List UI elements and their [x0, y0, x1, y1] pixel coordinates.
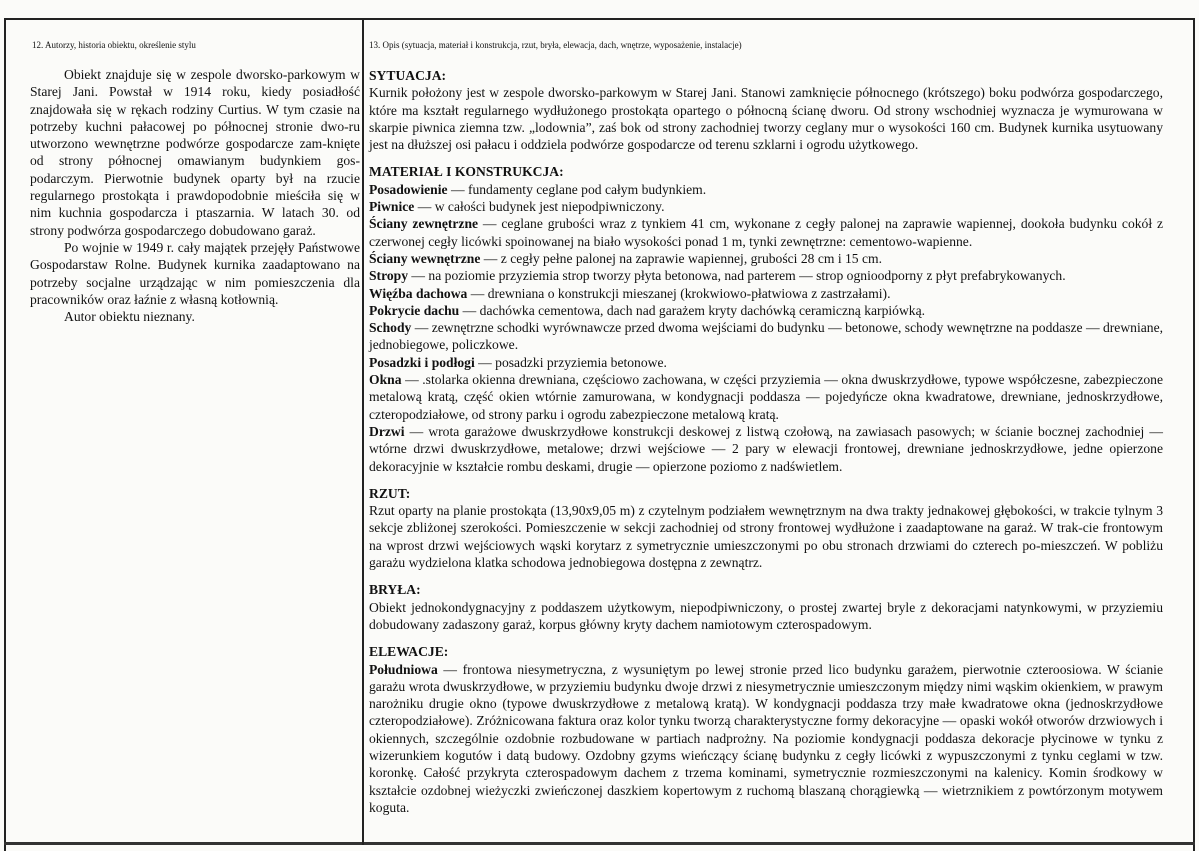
- section-title-bryla: BRYŁA:: [369, 582, 421, 598]
- material-text: — ceglane grubości wraz z tynkiem 41 cm, wykonane z cegły palonej na zaprawie wapiennej, dookoła budynku cokół z czerwonej cegły licówki spoinowanej na biało wysokości ponad 1 m, tynki zewnętrzne: cementowo-wapienne.: [369, 216, 1163, 249]
- history-paragraph: Obiekt znajduje się w zespole dworsko-parkowym w Starej Jani. Powstał w 1914 roku, kiedy posiadłość znajdowała się w rękach rodziny Curtius. W tym czasie na potrzeby kuchni pałacowej po północnej stronie dwo-ru utworzono wewnętrzne podwórze gospodarcze zam-knięte od strony północnej omawianym budynkiem gos-podarczym. Pierwotnie budynek oparty był na rzucie regularnego prostokąta i prawdopodobnie mieściła się w nim kuchnia gospodarcza i ptaszarnia. W latach 30. od strony podwórza gospodarczego dobudowano garaż.: [30, 67, 360, 238]
- material-text: — fundamenty ceglane pod całym budynkiem.: [447, 181, 707, 197]
- material-text: — z cegły pełne palonej na zaprawie wapiennej, grubości 28 cm i 15 cm.: [480, 250, 883, 266]
- material-term: Drzwi: [369, 423, 405, 439]
- material-item: [369, 250, 1163, 267]
- bryla-text: Obiekt jednokondygnacyjny z poddaszem użytkowym, niepodpiwniczony, o prostej zwartej bryle z dekoracjami natynkowymi, w przyziemiu dobudowany zadaszony garaż, korpus główny kryty dachem namiotowym czterospadowym.: [369, 599, 1163, 632]
- material-term: Schody: [369, 320, 412, 336]
- material-text: — na poziomie przyziemia strop tworzy płyta betonowa, nad parterem — strop ognioodporny z płyt prefabrykowanych.: [408, 268, 1066, 284]
- material-item: [369, 354, 1163, 371]
- material-item: [369, 181, 1163, 198]
- elewacje-item: [369, 661, 1163, 817]
- frame-left-rule: [4, 18, 6, 851]
- section-title-rzut: RZUT:: [369, 485, 411, 501]
- material-term: Ściany wewnętrzne: [369, 250, 481, 266]
- elewacje-term: Południowa: [369, 661, 438, 677]
- right-column-header: 13. Opis (sytuacja, materiał i konstrukcja, rzut, bryła, elewacja, dach, wnętrze, wyposażenie, instalacje): [369, 40, 742, 50]
- material-text: — drewniana o konstrukcji mieszanej (krokwiowo-płatwiowa z zastrzałami).: [467, 285, 891, 301]
- frame-bottom-rule: [4, 842, 1195, 845]
- material-item: [369, 215, 1163, 250]
- material-item: [369, 267, 1163, 284]
- frame-right-rule: [1193, 18, 1195, 851]
- material-item: [369, 319, 1163, 354]
- sytuacja-text: Kurnik położony jest w zespole dworsko-parkowym w Starej Jani. Stanowi zamknięcie północnego (krótszego) boku podwórza gospodarczego, które ma kształt regularnego wydłużonego prostokąta opartego o północną ścianę dworu. Od strony wschodniej wyznacza je wymurowana w skarpie piwnica ziemna tzw. „lodownia”, zaś bok od strony zachodniej tworzy ceglany mur o wysokości 160 cm. Budynek kurnika usytuowany jest na dłuższej osi pałacu i oddziela podwórze gospodarcze od terenu szklarni i ogrodu użytkowego.: [369, 85, 1163, 153]
- material-term: Okna: [369, 372, 402, 388]
- material-text: — wrota garażowe dwuskrzydłowe konstrukcji deskowej z listwą czołową, na zawiasach pasowych; w ścianie bocznej zachodniej — wtórne drzwi dwuskrzydłowe, metalowe; drzwi wejściowe — 2 pary w elewacji frontowej, drewniane jednoskrzydłowe, jedne opierzone dekoracyjnie w kształcie rombu deskami, drugie — opierzone poziomo z nadświetlem.: [369, 423, 1163, 474]
- section-title-sytuacja: SYTUACJA:: [369, 68, 447, 83]
- left-column-header: 12. Autorzy, historia obiektu, określenie stylu: [32, 40, 196, 50]
- material-text: — w całości budynek jest niepodpiwniczony.: [414, 199, 665, 215]
- material-term: Ściany zewnętrzne: [369, 216, 479, 232]
- material-item: [369, 423, 1163, 475]
- section-title-elewacje: ELEWACJE:: [369, 644, 449, 660]
- material-text: — zewnętrzne schodki wyrównawcze przed dwoma wejściami do budynku — betonowe, schody wewnętrzne na poddasze — drewniane, jednobiegowe, policzkowe.: [369, 320, 1163, 353]
- elewacje-text: — frontowa niesymetryczna, z wysuniętym po lewej stronie przed lico budynku garażem, pierwotnie czteroosiowa. W ścianie garażu wrota dwuskrzydłowe, w przyziemiu budynku dwoje drzwi z niesymetrycznie umieszczonym między nimi wąskim okienkiem, w prawym narożniku drugie okno (typowe dwuskrzydłowe z metalową kratą). W kondygnacji poddasza trzy małe kwadratowe okna (jednoskrzydłowe czteropodziałowe). Zróżnicowana faktura oraz kolor tynku tworzą charakterystyczne formy dekoracyjne — opaski wokół otworów drzwiowych i okiennych, szczególnie ozdobnie rozbudowane w partiach nadprożny. Na poziomie kondygnacji poddasza dekoracje płycinowe w tynku z wizerunkiem kogutów i datą budowy. Ozdobny gzyms wieńczący ścianę budynku z cegły licówki z wypuszczonymi z tynku ceglami w tzw. koronkę. Całość przykryta czterospadowym dachem z trzema kominami, symetrycznie rozmieszczonymi na kalenicy. Komin środkowy w kształcie ozdobnej wieżyczki zwieńczonej daszkiem kopertowym z ruchomą blaszaną chorągiewką — wietrznikiem z powtórzonym motywem koguta.: [369, 661, 1163, 815]
- material-text: — posadzki przyziemia betonowe.: [474, 354, 667, 370]
- material-term: Posadzki i podłogi: [369, 354, 475, 370]
- material-term: Posadowienie: [369, 181, 448, 197]
- material-text: — .stolarka okienna drewniana, częściowo zachowana, w części przyziemia — okna dwuskrzydłowe, typowe współczesne, zabezpieczone metalową kratą, część okien wtórnie zamurowana, w kondygnacji poddasza — pojedyńcze okna kwadratowe, drewniane, jednoskrzydłowe, czteropodziałowe, od strony parku i ogrodu zabezpieczone metalową kratą.: [369, 372, 1163, 422]
- material-term: Piwnice: [369, 199, 415, 215]
- material-term: Stropy: [369, 268, 409, 284]
- material-item: [369, 302, 1163, 319]
- material-term: Więźba dachowa: [369, 285, 468, 301]
- material-item: [369, 285, 1163, 302]
- description-column: [369, 67, 1163, 816]
- history-column: [30, 66, 360, 325]
- material-item: [369, 371, 1163, 423]
- rzut-text: Rzut oparty na planie prostokąta (13,90x9,05 m) z czytelnym podziałem wewnętrznym na dwa trakty jednakowej głębokości, w trakcie tylnym 3 sekcje zbliżonej szerokości. Pomieszczenie w sekcji zachodniej od strony frontowej wydłużone i zaadaptowane na garaż. W trak-cie frontowym na wprost drzwi wejściowych wąski korytarz z symetrycznie umieszczonymi po obu stronach drzwiami do czterech po-mieszczeń. W pobliżu garażu wydzielona klatka schodowa jednobiegowa dostępna z zewnątrz.: [369, 503, 1163, 571]
- history-paragraph: Autor obiektu nieznany.: [64, 309, 195, 325]
- material-item: [369, 198, 1163, 215]
- section-title-material: MATERIAŁ I KONSTRUKCJA:: [369, 164, 564, 180]
- material-term: Pokrycie dachu: [369, 302, 460, 318]
- history-paragraph: Po wojnie w 1949 r. cały majątek przejęły Państwowe Gospodarstaw Rolne. Budynek kurnika zaadaptowano na potrzeby socjalne urządzając w nim pomieszczenia dla pracowników oraz łaźnie z własną kotłownią.: [30, 239, 360, 307]
- material-text: — dachówka cementowa, dach nad garażem kryty dachówką ceramiczną karpiówką.: [459, 302, 925, 318]
- frame-top-rule: [4, 18, 1195, 20]
- column-divider: [362, 18, 364, 845]
